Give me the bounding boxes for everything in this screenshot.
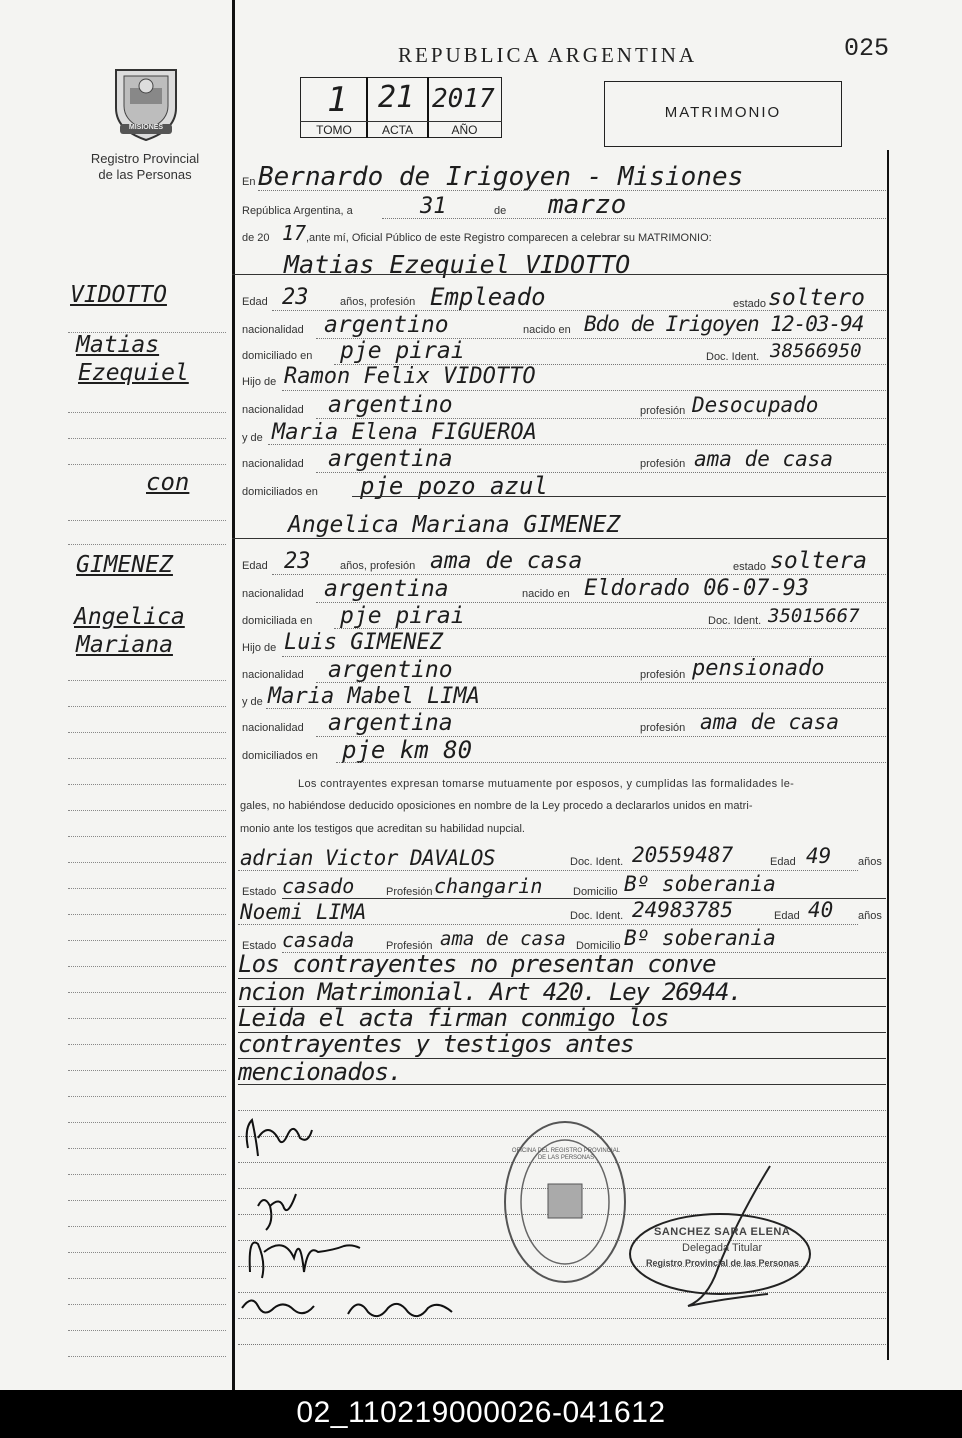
- groom-nac-label: nacionalidad: [242, 324, 304, 336]
- witness1-name-rule: [238, 870, 858, 871]
- margin-rule: [68, 464, 226, 465]
- margin-bride-name1: Angelica: [74, 604, 185, 630]
- bride-doc: 35015667: [768, 605, 860, 627]
- margin-groom-name2: Ezequiel: [78, 360, 189, 386]
- groom-parents-address: pje pozo azul: [360, 472, 548, 500]
- groom-father-nat-rule: [316, 418, 886, 419]
- signature-groom: [238, 1108, 318, 1164]
- witness1-doc: 20559487: [632, 843, 734, 867]
- bride-mother-rule: [266, 708, 886, 709]
- margin-rule: [68, 1018, 226, 1019]
- margin-connector: con: [146, 468, 190, 496]
- witness2-profession: ama de casa: [440, 928, 566, 950]
- anio-value: 2017: [432, 84, 495, 114]
- groom-mother-profession: ama de casa: [694, 447, 834, 471]
- bride-father-nat-label: nacionalidad: [242, 669, 304, 681]
- margin-rule: [68, 706, 226, 707]
- bride-mother-profession: ama de casa: [700, 710, 840, 734]
- bride-parents-dom-label: domiciliados en: [242, 750, 318, 762]
- groom-hijo-label: Hijo de: [242, 376, 277, 388]
- witness1-age: 49: [806, 844, 832, 868]
- margin-rule: [68, 784, 226, 785]
- groom-profession: Empleado: [430, 283, 546, 311]
- groom-doc: 38566950: [770, 340, 862, 362]
- groom-age: 23: [282, 285, 309, 310]
- groom-father-rule: [282, 390, 886, 391]
- bride-father-nat-rule: [316, 682, 886, 683]
- republica-label: República Argentina, a: [242, 205, 353, 217]
- margin-rule: [68, 1070, 226, 1071]
- margin-rule: [68, 1252, 226, 1253]
- document-code: 02_110219000026-041612: [296, 1396, 666, 1429]
- notes-line4: contrayentes y testigos antes: [238, 1030, 634, 1058]
- groom-mother-nat-label: nacionalidad: [242, 458, 304, 470]
- groom-mother-nationality: argentina: [328, 446, 453, 472]
- bride-mother-prof-label: profesión: [640, 722, 686, 734]
- bride-profession: ama de casa: [430, 548, 583, 574]
- margin-rule: [68, 680, 226, 681]
- country-title: REPUBLICA ARGENTINA: [398, 43, 698, 67]
- groom-father-nationality: argentino: [328, 392, 453, 418]
- groom-father: Ramon Felix VIDOTTO: [284, 364, 536, 389]
- groom-name-rule: [232, 274, 888, 275]
- bride-parents-address: pje km 80: [342, 736, 473, 764]
- bride-father-nationality: argentino: [328, 657, 453, 683]
- folio-number: 025: [844, 34, 890, 63]
- bride-nationality: argentina: [324, 576, 449, 602]
- declaration-line3: monio ante los testigos que acreditan su habilidad nupcial.: [240, 823, 525, 835]
- bride-name-rule: [232, 538, 888, 539]
- bride-anios-label: años, profesión: [340, 560, 416, 572]
- groom-yde-label: y de: [242, 432, 263, 444]
- groom-mother-prof-label: profesión: [640, 458, 686, 470]
- groom-anios-label: años, profesión: [340, 296, 416, 308]
- margin-rule: [68, 888, 226, 889]
- margin-rule: [68, 1044, 226, 1045]
- registry-name-line1: Registro Provincial: [90, 151, 200, 166]
- margin-rule: [68, 992, 226, 993]
- witness2-doc-label: Doc. Ident.: [570, 910, 624, 922]
- witness1-prof-label: Profesión: [386, 886, 433, 898]
- de-label: de: [494, 205, 507, 217]
- bride-edad-label: Edad: [242, 560, 268, 572]
- date-rule: [382, 218, 886, 219]
- box-label-rule: [300, 121, 502, 122]
- signature-witness1: [244, 1222, 364, 1286]
- seal-text: MISIONES: [128, 124, 164, 131]
- bride-dom-rule: [334, 628, 886, 629]
- acta-value: 21: [378, 80, 415, 115]
- groom-edad-rule: [272, 310, 886, 311]
- witness1-doc-label: Doc. Ident.: [570, 856, 624, 868]
- margin-rule: [68, 758, 226, 759]
- groom-parents-rule: [352, 496, 886, 497]
- margin-bride-name2: Mariana: [76, 632, 173, 658]
- witness1-status: casado: [282, 874, 355, 898]
- witness1-profession: changarin: [434, 874, 543, 898]
- margin-rule: [68, 1330, 226, 1331]
- year-prefix: de 20: [242, 232, 270, 244]
- margin-bride-surname: GIMENEZ: [76, 552, 173, 578]
- witness1-address: Bº soberania: [624, 872, 776, 896]
- declaration-line2: gales, no habiéndose deducido oposiciones en nombre de la Ley procedo a declararlos unidos en matri-: [240, 800, 753, 812]
- margin-groom-surname: VIDOTTO: [70, 282, 167, 308]
- margin-rule: [68, 1200, 226, 1201]
- margin-rule: [68, 1148, 226, 1149]
- groom-estado-label: estado: [733, 298, 767, 310]
- groom-doc-label: Doc. Ident.: [706, 351, 760, 363]
- groom-father-prof-label: profesión: [640, 405, 686, 417]
- body-rule: [238, 1110, 886, 1111]
- bride-doc-label: Doc. Ident.: [708, 615, 762, 627]
- notes-line2: ncion Matrimonial. Art 420. Ley 26944.: [238, 978, 742, 1006]
- margin-rule: [68, 1226, 226, 1227]
- witness2-estado-label: Estado: [242, 940, 277, 952]
- bride-full-name: Angelica Mariana GIMENEZ: [288, 512, 621, 538]
- bride-edad-rule: [272, 574, 886, 575]
- margin-rule: [68, 544, 226, 545]
- margin-rule: [68, 732, 226, 733]
- bride-father: Luis GIMENEZ: [284, 630, 443, 655]
- right-margin-rule: [887, 150, 889, 1360]
- bride-address: pje pirai: [340, 603, 465, 629]
- signature-witness2: [238, 1288, 458, 1328]
- witness1-name: adrian Victor DAVALOS: [240, 846, 496, 870]
- place-value: Bernardo de Irigoyen - Misiones: [258, 162, 744, 192]
- bride-nacido-label: nacido en: [522, 588, 570, 600]
- bride-father-profession: pensionado: [692, 656, 825, 681]
- stamp-circle-text: OFICINA DEL REGISTRO PROVINCIAL DE LAS PERSONAS: [511, 1148, 621, 1161]
- bride-mother-nat-label: nacionalidad: [242, 722, 304, 734]
- bride-father-prof-label: profesión: [640, 669, 686, 681]
- margin-rule: [68, 412, 226, 413]
- witness2-name-rule: [238, 924, 858, 925]
- en-label: En: [242, 176, 256, 188]
- margin-rule: [68, 438, 226, 439]
- groom-birth: Bdo de Irigoyen 12-03-94: [584, 312, 864, 336]
- bride-mother-nationality: argentina: [328, 710, 453, 736]
- margin-rule: [68, 1096, 226, 1097]
- witness2-address: Bº soberania: [624, 926, 776, 950]
- body-rule: [238, 1344, 886, 1345]
- groom-address: pje pirai: [340, 338, 465, 364]
- witness1-edad-label: Edad: [770, 856, 796, 868]
- groom-edad-label: Edad: [242, 296, 268, 308]
- witness2-age: 40: [808, 898, 834, 922]
- intro-text: ,ante mí, Oficial Público de este Registro comparecen a celebrar su MATRIMONIO:: [306, 232, 712, 244]
- witness1-estado-label: Estado: [242, 886, 277, 898]
- notes-line1: Los contrayentes no presentan conve: [238, 950, 716, 978]
- bride-estado-label: estado: [733, 561, 767, 573]
- official-role: Delegada Titular: [682, 1242, 763, 1254]
- margin-rule: [68, 836, 226, 837]
- witness2-status: casada: [282, 928, 355, 952]
- month-value: marzo: [548, 190, 627, 220]
- witness2-prof-label: Profesión: [386, 940, 433, 952]
- margin-rule: [68, 1122, 226, 1123]
- groom-civil-status: soltero: [768, 285, 865, 311]
- year-suffix: 17: [282, 221, 307, 245]
- groom-nationality: argentino: [324, 312, 449, 338]
- notes-line3: Leida el acta firman conmigo los: [238, 1004, 669, 1032]
- margin-rule: [68, 914, 226, 915]
- margin-groom-name1: Matias: [76, 332, 160, 358]
- province-seal-logo: [108, 64, 184, 144]
- bride-mother: Maria Mabel LIMA: [268, 684, 480, 709]
- left-margin-rule: [232, 0, 235, 1390]
- day-value: 31: [420, 194, 447, 219]
- notes-rule5: [238, 1084, 886, 1085]
- declaration-line1: Los contrayentes expresan tomarse mutuamente por esposos, y cumplidas las formalidades le-: [298, 778, 795, 790]
- bride-dom-label: domiciliada en: [242, 615, 313, 627]
- witness1-estado-rule: [282, 898, 886, 899]
- notes-line5: mencionados.: [238, 1058, 402, 1086]
- margin-rule: [68, 966, 226, 967]
- anio-label: AÑO: [451, 123, 478, 137]
- bride-hijo-label: Hijo de: [242, 642, 277, 654]
- bride-civil-status: soltera: [770, 548, 867, 574]
- margin-rule: [68, 1174, 226, 1175]
- acta-label: ACTA: [381, 123, 414, 137]
- witness1-anios-label: años: [858, 856, 882, 868]
- bride-nac-label: nacionalidad: [242, 588, 304, 600]
- margin-rule: [68, 810, 226, 811]
- witness2-doc: 24983785: [632, 898, 734, 922]
- official-round-stamp: [500, 1118, 630, 1288]
- groom-full-name: Matias Ezequiel VIDOTTO: [284, 250, 631, 279]
- tomo-label: TOMO: [316, 123, 352, 137]
- official-name: SANCHEZ SARA ELENA: [654, 1226, 791, 1238]
- groom-father-profession: Desocupado: [692, 393, 819, 417]
- act-type-label: MATRIMONIO: [664, 104, 782, 121]
- margin-rule: [68, 1278, 226, 1279]
- margin-rule: [68, 862, 226, 863]
- witness2-name: Noemi LIMA: [240, 900, 367, 924]
- margin-rule: [68, 1304, 226, 1305]
- groom-dom-label: domiciliado en: [242, 350, 313, 362]
- registry-name-line2: de las Personas: [98, 167, 192, 182]
- bride-yde-label: y de: [242, 696, 263, 708]
- scan-footer-bar: [0, 1390, 962, 1438]
- tomo-value: 1: [327, 80, 348, 120]
- margin-rule: [68, 1356, 226, 1357]
- margin-rule: [68, 520, 226, 521]
- groom-father-nat-label: nacionalidad: [242, 404, 304, 416]
- groom-nacido-label: nacido en: [523, 324, 571, 336]
- bride-age: 23: [284, 549, 311, 574]
- margin-rule: [68, 940, 226, 941]
- witness1-dom-label: Domicilio: [573, 886, 618, 898]
- witness2-anios-label: años: [858, 910, 882, 922]
- official-office: Registro Provincial de las Personas: [646, 1258, 800, 1268]
- groom-mother: Maria Elena FIGUEROA: [272, 420, 537, 445]
- groom-mother-rule: [268, 444, 886, 445]
- witness2-dom-label: Domicilio: [576, 940, 621, 952]
- witness2-edad-label: Edad: [774, 910, 800, 922]
- bride-birth: Eldorado 06-07-93: [584, 576, 810, 601]
- bride-parents-rule: [336, 762, 886, 763]
- groom-parents-dom-label: domiciliados en: [242, 486, 318, 498]
